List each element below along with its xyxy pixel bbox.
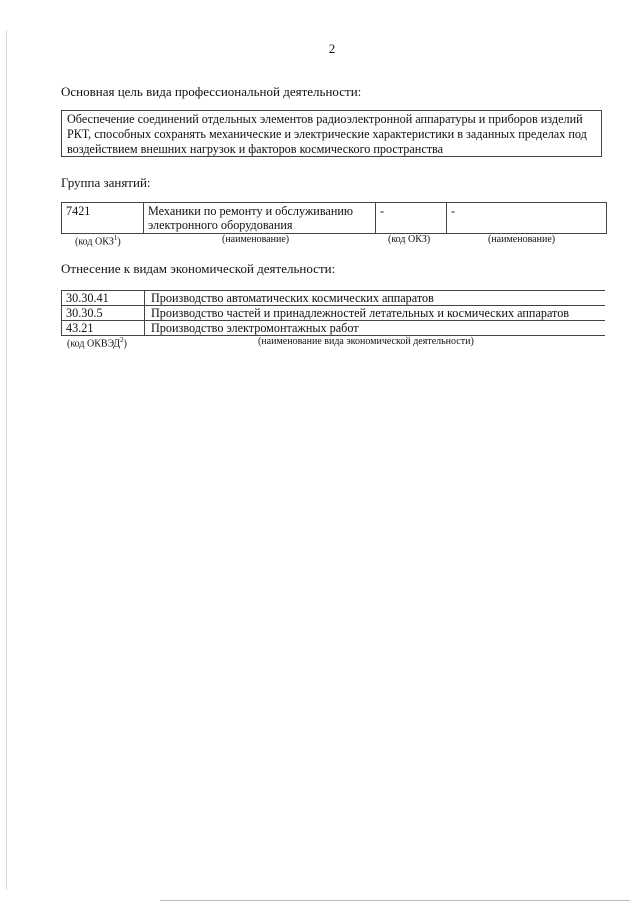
scan-page-edge-left: [6, 30, 7, 890]
table-row: [62, 291, 606, 306]
page-number: 2: [328, 41, 336, 56]
occupation-group-heading: Группа занятий:: [61, 175, 151, 190]
okved-name-cell: Производство частей и принадлежностей летательных и космических аппаратов: [145, 306, 606, 321]
economic-activity-heading: Отнесение к видам экономической деятельности:: [61, 261, 336, 276]
okved-code-caption: (код ОКВЭД$^2$): [67, 336, 127, 350]
okved-name-caption: (наименование вида экономической деятельности): [258, 336, 474, 347]
occupation-group-table: [61, 202, 607, 234]
okved-code-cell: 30.30.41: [62, 291, 145, 306]
okz-name-cell-2: -: [451, 204, 456, 218]
okz-name-cell: Механики по ремонту и обслуживанию электронного оборудования: [144, 203, 376, 234]
okz-name-caption: (наименование): [222, 234, 290, 245]
scan-page-edge-bottom: [160, 900, 630, 901]
table-row: [62, 321, 606, 336]
goal-text-box: Обеспечение соединений отдельных элементов радиоэлектронной аппаратуры и приборов изделий РКТ, способных сохранять механические и электрические характеристики в заданных пределах под воздействием внешних нагрузок и факторов космического пространства: [61, 110, 602, 157]
table-row: [62, 306, 606, 321]
economic-activity-table: [61, 290, 605, 336]
okz-code-cell-2: -: [376, 203, 447, 234]
okz-code-cell: 7421: [62, 203, 144, 234]
footnote-marker: 2: [120, 336, 124, 344]
occupation-group-row: [62, 203, 607, 234]
okz-code-caption: (код ОКЗ$^1$): [75, 234, 121, 248]
okved-code-cell: 43.21: [62, 321, 145, 336]
okz-name-caption-2: (наименование): [488, 234, 556, 245]
okved-name-cell: Производство электромонтажных работ: [145, 321, 606, 336]
goal-heading: Основная цель вида профессиональной деятельности:: [61, 84, 362, 99]
okved-name-cell: Производство автоматических космических аппаратов: [145, 291, 606, 306]
okved-code-cell: 30.30.5: [62, 306, 145, 321]
footnote-marker: 1: [113, 234, 118, 242]
okz-code-caption-2: (код ОКЗ): [388, 234, 431, 245]
